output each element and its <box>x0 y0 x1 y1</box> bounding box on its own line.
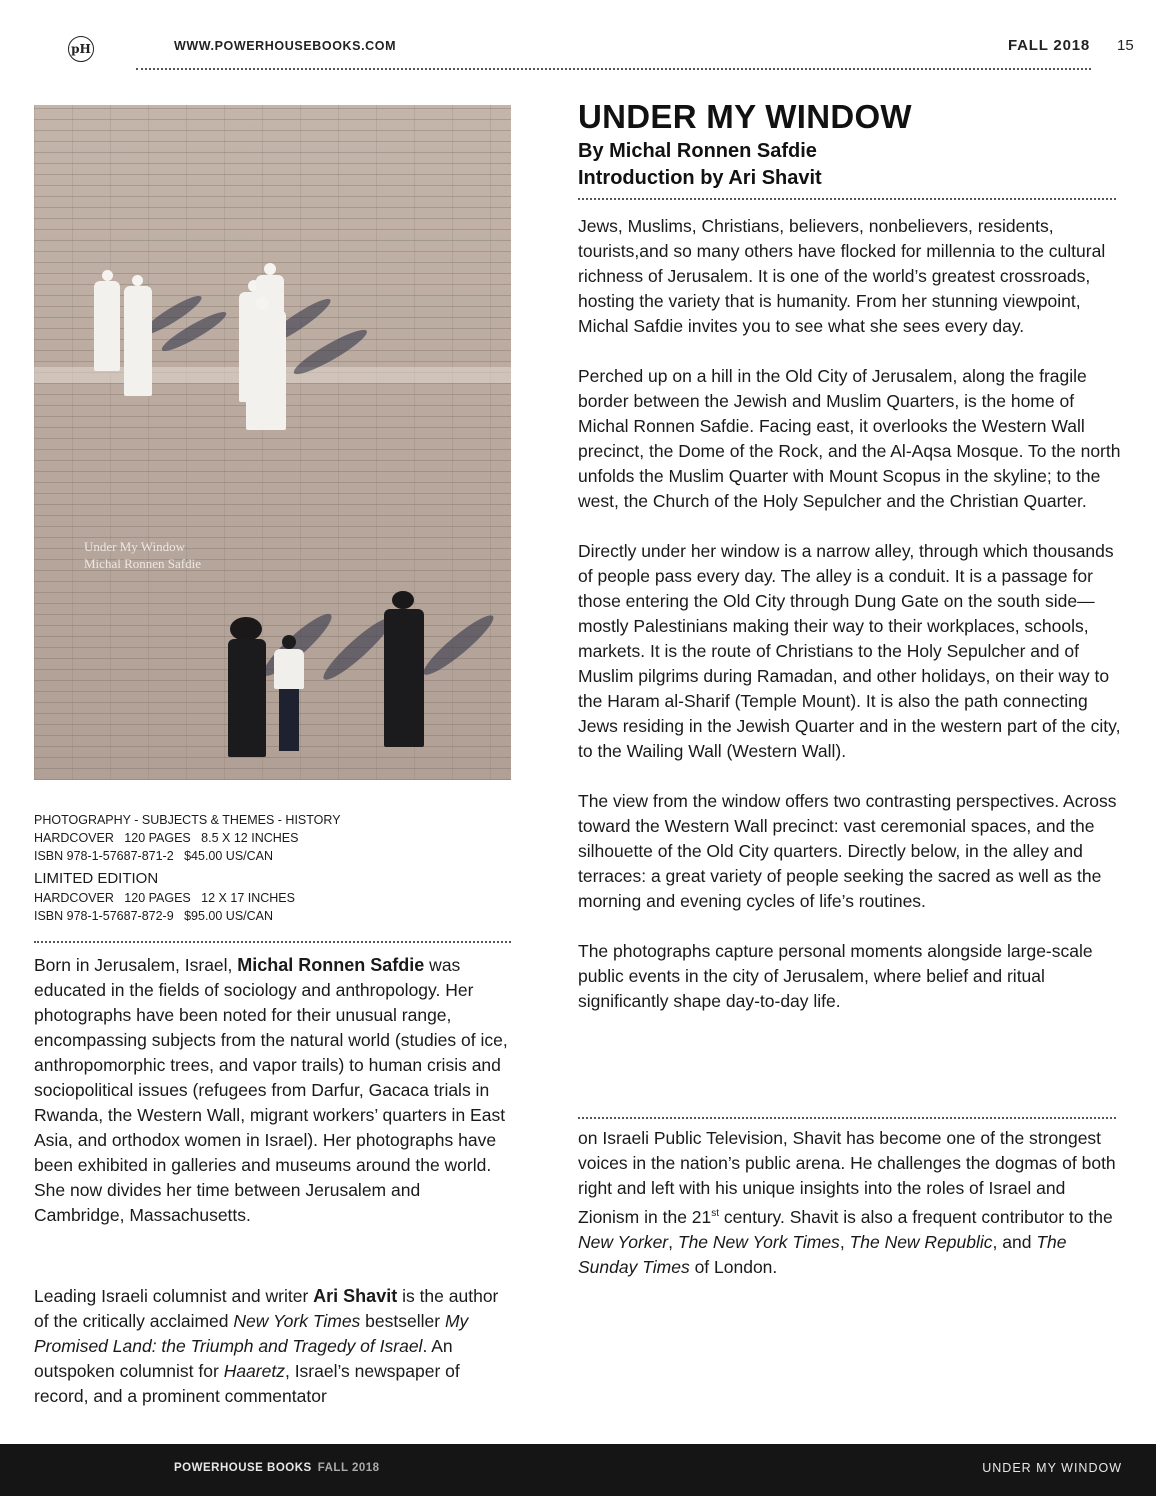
publisher-logo: pH <box>68 36 94 62</box>
cover-title <box>84 538 201 572</box>
page-number: 15 <box>1117 37 1134 54</box>
bio-text: on Israeli Public Television, Shavit has become one of the strongest voices in the nation’s public arena. He challenges the dogmas of both right and left with his unique insights into the roles of Israel and Zionism in the 21 <box>578 1128 1116 1227</box>
footer-branding <box>174 1462 380 1474</box>
description-paragraph: The photographs capture personal moments alongside large-scale public events in the city of Jerusalem, where belief and ritual significantly shape day-to-day life. <box>578 941 1093 1011</box>
spec-category: PHOTOGRAPHY - SUBJECTS & THEMES - HISTORY <box>34 813 341 827</box>
byline-author: By Michal Ronnen Safdie <box>578 140 817 162</box>
publication-title: New York Times <box>233 1311 361 1331</box>
spec-limited-label: LIMITED EDITION <box>34 870 159 887</box>
book-title: My Promised Land: the Triumph and Tragedy of Israel <box>34 1311 469 1356</box>
bio-text: Born in Jerusalem, Israel, <box>34 955 238 975</box>
description-paragraph: Jews, Muslims, Christians, believers, nonbelievers, residents, tourists,and so many others have flocked for millennia to the cultural richness of Jerusalem. It is one of the world’s greatest crossroads, hosting the variety that is humanity. From her stunning viewpoint, Michal Safdie invites you to see what she sees every day. <box>578 216 1106 336</box>
figure-shadow <box>418 609 499 681</box>
book-cover-image <box>34 105 511 780</box>
footer-bar <box>0 1444 1156 1496</box>
book-specifications <box>34 811 514 925</box>
description-paragraph: The view from the window offers two contrasting perspectives. Across toward the Western Wall precinct: vast ceremonial spaces, and the silhouette of the Old City quarters. Directly below, in the alley and terraces: a great variety of people seeking the sacred as well as the morning and evening cycles of life’s routines. <box>578 791 1117 911</box>
bio-continuation <box>578 1126 1123 1280</box>
spec-standard-format: HARDCOVER 120 PAGES 8.5 X 12 INCHES <box>34 831 299 845</box>
footer-brand: POWERHOUSE BOOKS <box>174 1462 312 1474</box>
author-bio <box>34 953 514 1228</box>
bio-text: of London. <box>689 1256 778 1277</box>
article-title: UNDER MY WINDOW <box>578 98 912 135</box>
publication-title: The Sunday Times <box>578 1231 1067 1277</box>
publication-title: The New Republic <box>849 1231 993 1252</box>
season-label: FALL 2018 <box>1008 37 1090 54</box>
header-divider <box>136 68 1091 70</box>
cover-title-line: Under My Window <box>84 539 186 554</box>
bio-text: bestseller <box>360 1311 445 1331</box>
continuation-divider <box>578 1117 1116 1119</box>
bio-text: is the author of the critically acclaimed <box>34 1286 499 1331</box>
description-paragraph: Perched up on a hill in the Old City of Jerusalem, along the fragile border between the Jewish and Muslim Quarters, is the home of Michal Ronnen Safdie. Facing east, it overlooks the Western Wall precinct, the Dome of the Rock, and the Al-Aqsa Mosque. To the north unfolds the Muslim Quarter with Mount Scopus in the skyline; to the west, the Church of the Holy Sepulcher and the Christian Quarter. <box>578 366 1121 511</box>
article-byline <box>578 138 822 192</box>
title-divider <box>578 198 1116 200</box>
publication-title: New Yorker <box>578 1231 669 1252</box>
byline-introduction: Introduction by Ari Shavit <box>578 167 822 189</box>
introducer-bio <box>34 1284 514 1409</box>
author-name: Michal Ronnen Safdie <box>237 955 425 975</box>
publication-title: The New York Times <box>677 1231 840 1252</box>
bio-text: was educated in the fields of sociology and anthropology. Her photographs have been noted for their unusual range, encompassing subjects from the natural world (studies of ice, anthropomorphic trees, and vapor trails) to human crisis and sociopolitical issues (refugees from Darfur, Gacaca trials in Rwanda, the Western Wall, migrant workers’ quarters in East Asia, and orthodox women in Israel). Her photographs have been exhibited in galleries and museums around the world. She now divides her time between Jerusalem and Cambridge, Massachusetts. <box>34 955 508 1225</box>
introducer-name: Ari Shavit <box>313 1286 398 1306</box>
bio-text: , Israel’s newspaper of record, and a prominent commentator <box>34 1361 460 1406</box>
website-url: WWW.POWERHOUSEBOOKS.COM <box>174 39 397 53</box>
footer-season: FALL 2018 <box>317 1462 380 1474</box>
separator: , and <box>992 1231 1037 1252</box>
bio-text: Leading Israeli columnist and writer <box>34 1286 314 1306</box>
bio-text: . An outspoken columnist for <box>34 1336 453 1381</box>
ordinal-suffix: st <box>711 1208 720 1219</box>
spec-limited-isbn: ISBN 978-1-57687-872-9 $95.00 US/CAN <box>34 909 274 923</box>
cover-author-line: Michal Ronnen Safdie <box>84 556 201 571</box>
description-paragraph: Directly under her window is a narrow alley, through which thousands of people pass every day. The alley is a conduit. It is a passage for those entering the Old City through Dung Gate on the south side—mostly Palestinians making their way to their workplaces, schools, markets. It is the route of Christians to the Holy Sepulcher and of Muslim pilgrims during Ramadan, and other holidays, on their way to the Haram al-Sharif (Temple Mount). It is also the path connecting Jews residing in the Jewish Quarter and in the western part of the city, to the Wailing Wall (Western Wall). <box>578 541 1121 761</box>
separator: , <box>668 1231 678 1252</box>
bio-text: century. Shavit is also a frequent contributor to the <box>719 1206 1113 1227</box>
separator: , <box>839 1231 850 1252</box>
specs-divider <box>34 941 511 943</box>
footer-section-title: UNDER MY WINDOW <box>982 1461 1122 1475</box>
article-description <box>578 214 1123 1039</box>
spec-standard-isbn: ISBN 978-1-57687-871-2 $45.00 US/CAN <box>34 849 274 863</box>
publication-title: Haaretz <box>223 1361 285 1381</box>
spec-limited-format: HARDCOVER 120 PAGES 12 X 17 INCHES <box>34 891 295 905</box>
